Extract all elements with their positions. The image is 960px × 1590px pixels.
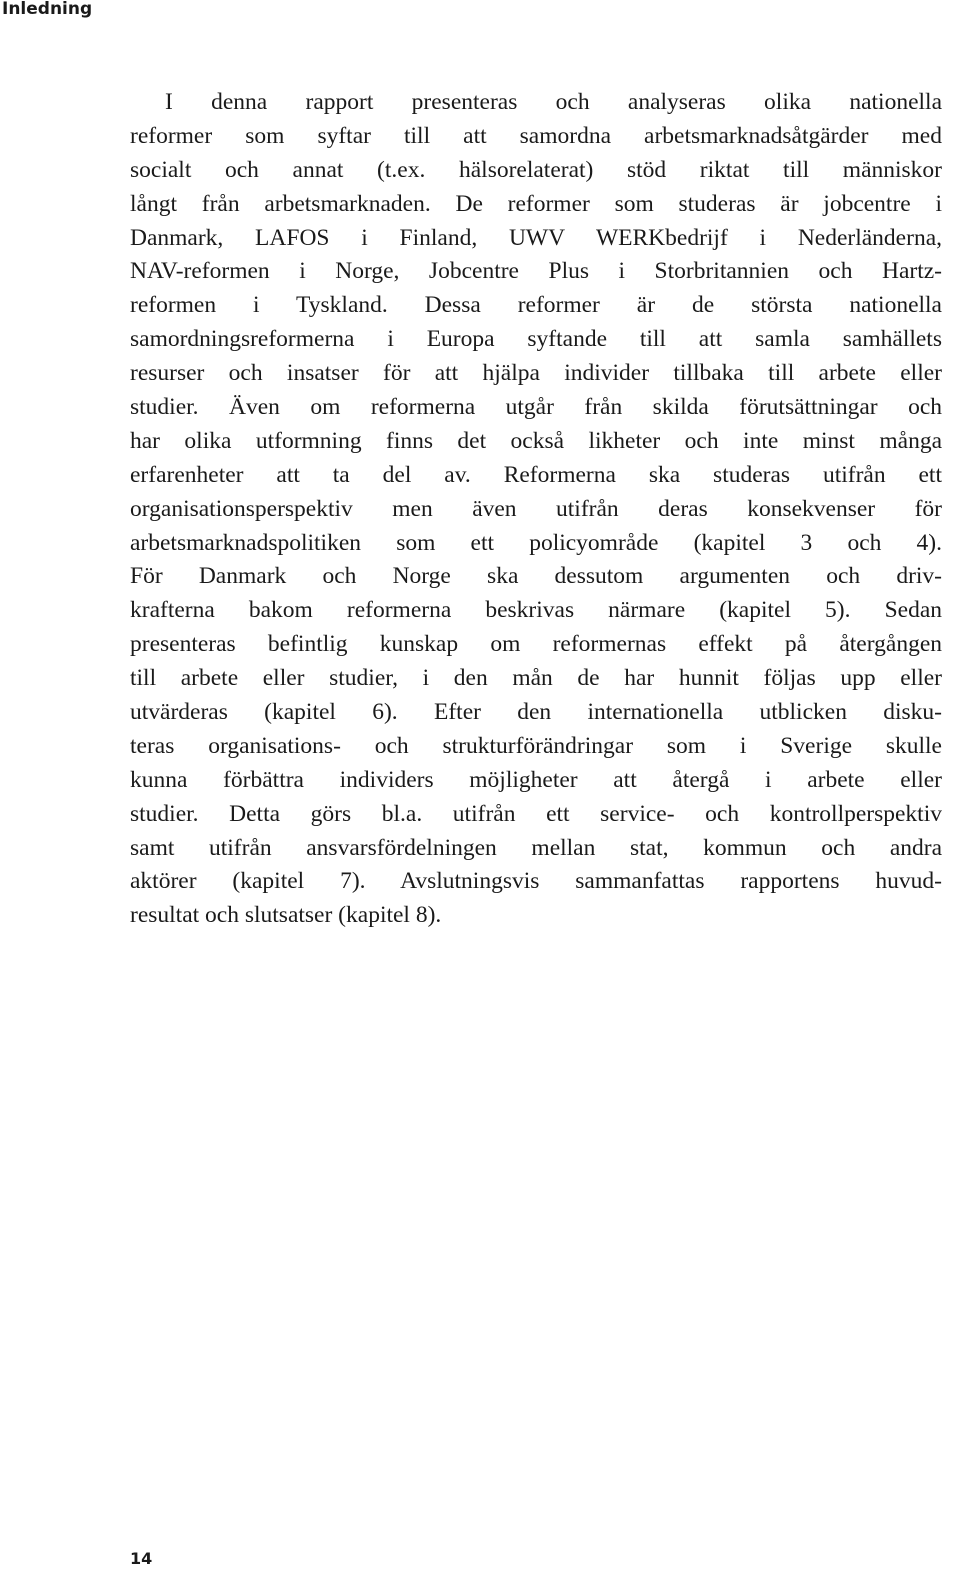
- text-line: reformen i Tyskland. Dessa reformer är de största nationella: [130, 292, 942, 319]
- text-line: arbetsmarknadspolitiken som ett policyområde (kapitel 3 och 4).: [130, 529, 942, 556]
- text-line: aktörer (kapitel 7). Avslutningsvis sammanfattas rapportens huvud-: [130, 868, 942, 895]
- text-line: studier. Även om reformerna utgår från skilda förutsättningar och: [130, 394, 942, 421]
- text-line: Danmark, LAFOS i Finland, UWV WERKbedrijf i Nederländerna,: [130, 224, 942, 251]
- body-paragraph: [130, 86, 942, 933]
- text-line: krafterna bakom reformerna beskrivas närmare (kapitel 5). Sedan: [130, 597, 942, 624]
- text-line: För Danmark och Norge ska dessutom argumenten och driv-: [130, 563, 942, 590]
- text-line: studier. Detta görs bl.a. utifrån ett service- och kontrollperspektiv: [130, 800, 942, 827]
- text-line: resultat och slutsatser (kapitel 8).: [130, 902, 442, 929]
- running-header-title: Inledning: [2, 0, 93, 19]
- text-line: utvärderas (kapitel 6). Efter den internationella utblicken disku-: [130, 699, 942, 726]
- text-line: kunna förbättra individers möjligheter att återgå i arbete eller: [130, 766, 942, 793]
- text-line: har olika utformning finns det också likheter och inte minst många: [130, 427, 942, 454]
- text-line: reformer som syftar till att samordna arbetsmarknadsåtgärder med: [130, 122, 942, 149]
- text-line: resurser och insatser för att hjälpa individer tillbaka till arbete eller: [130, 360, 942, 387]
- text-line: presenteras befintlig kunskap om reformernas effekt på återgången: [130, 631, 942, 658]
- text-line: socialt och annat (t.ex. hälsorelaterat) stöd riktat till människor: [130, 156, 942, 183]
- text-line: NAV-reformen i Norge, Jobcentre Plus i Storbritannien och Hartz-: [130, 258, 942, 285]
- text-line: samt utifrån ansvarsfördelningen mellan stat, kommun och andra: [130, 834, 942, 861]
- text-line: samordningsreformerna i Europa syftande till att samla samhällets: [130, 326, 942, 353]
- page-number: 14: [130, 1549, 153, 1568]
- text-line: långt från arbetsmarknaden. De reformer som studeras är jobcentre i: [130, 190, 942, 217]
- text-line: I denna rapport presenteras och analyseras olika nationella: [165, 89, 942, 115]
- text-line: teras organisations- och strukturförändringar som i Sverige skulle: [130, 732, 942, 759]
- text-line: erfarenheter att ta del av. Reformerna ska studeras utifrån ett: [130, 461, 942, 488]
- text-line: organisationsperspektiv men även utifrån deras konsekvenser för: [130, 495, 942, 522]
- text-line: till arbete eller studier, i den mån de har hunnit följas upp eller: [130, 665, 942, 692]
